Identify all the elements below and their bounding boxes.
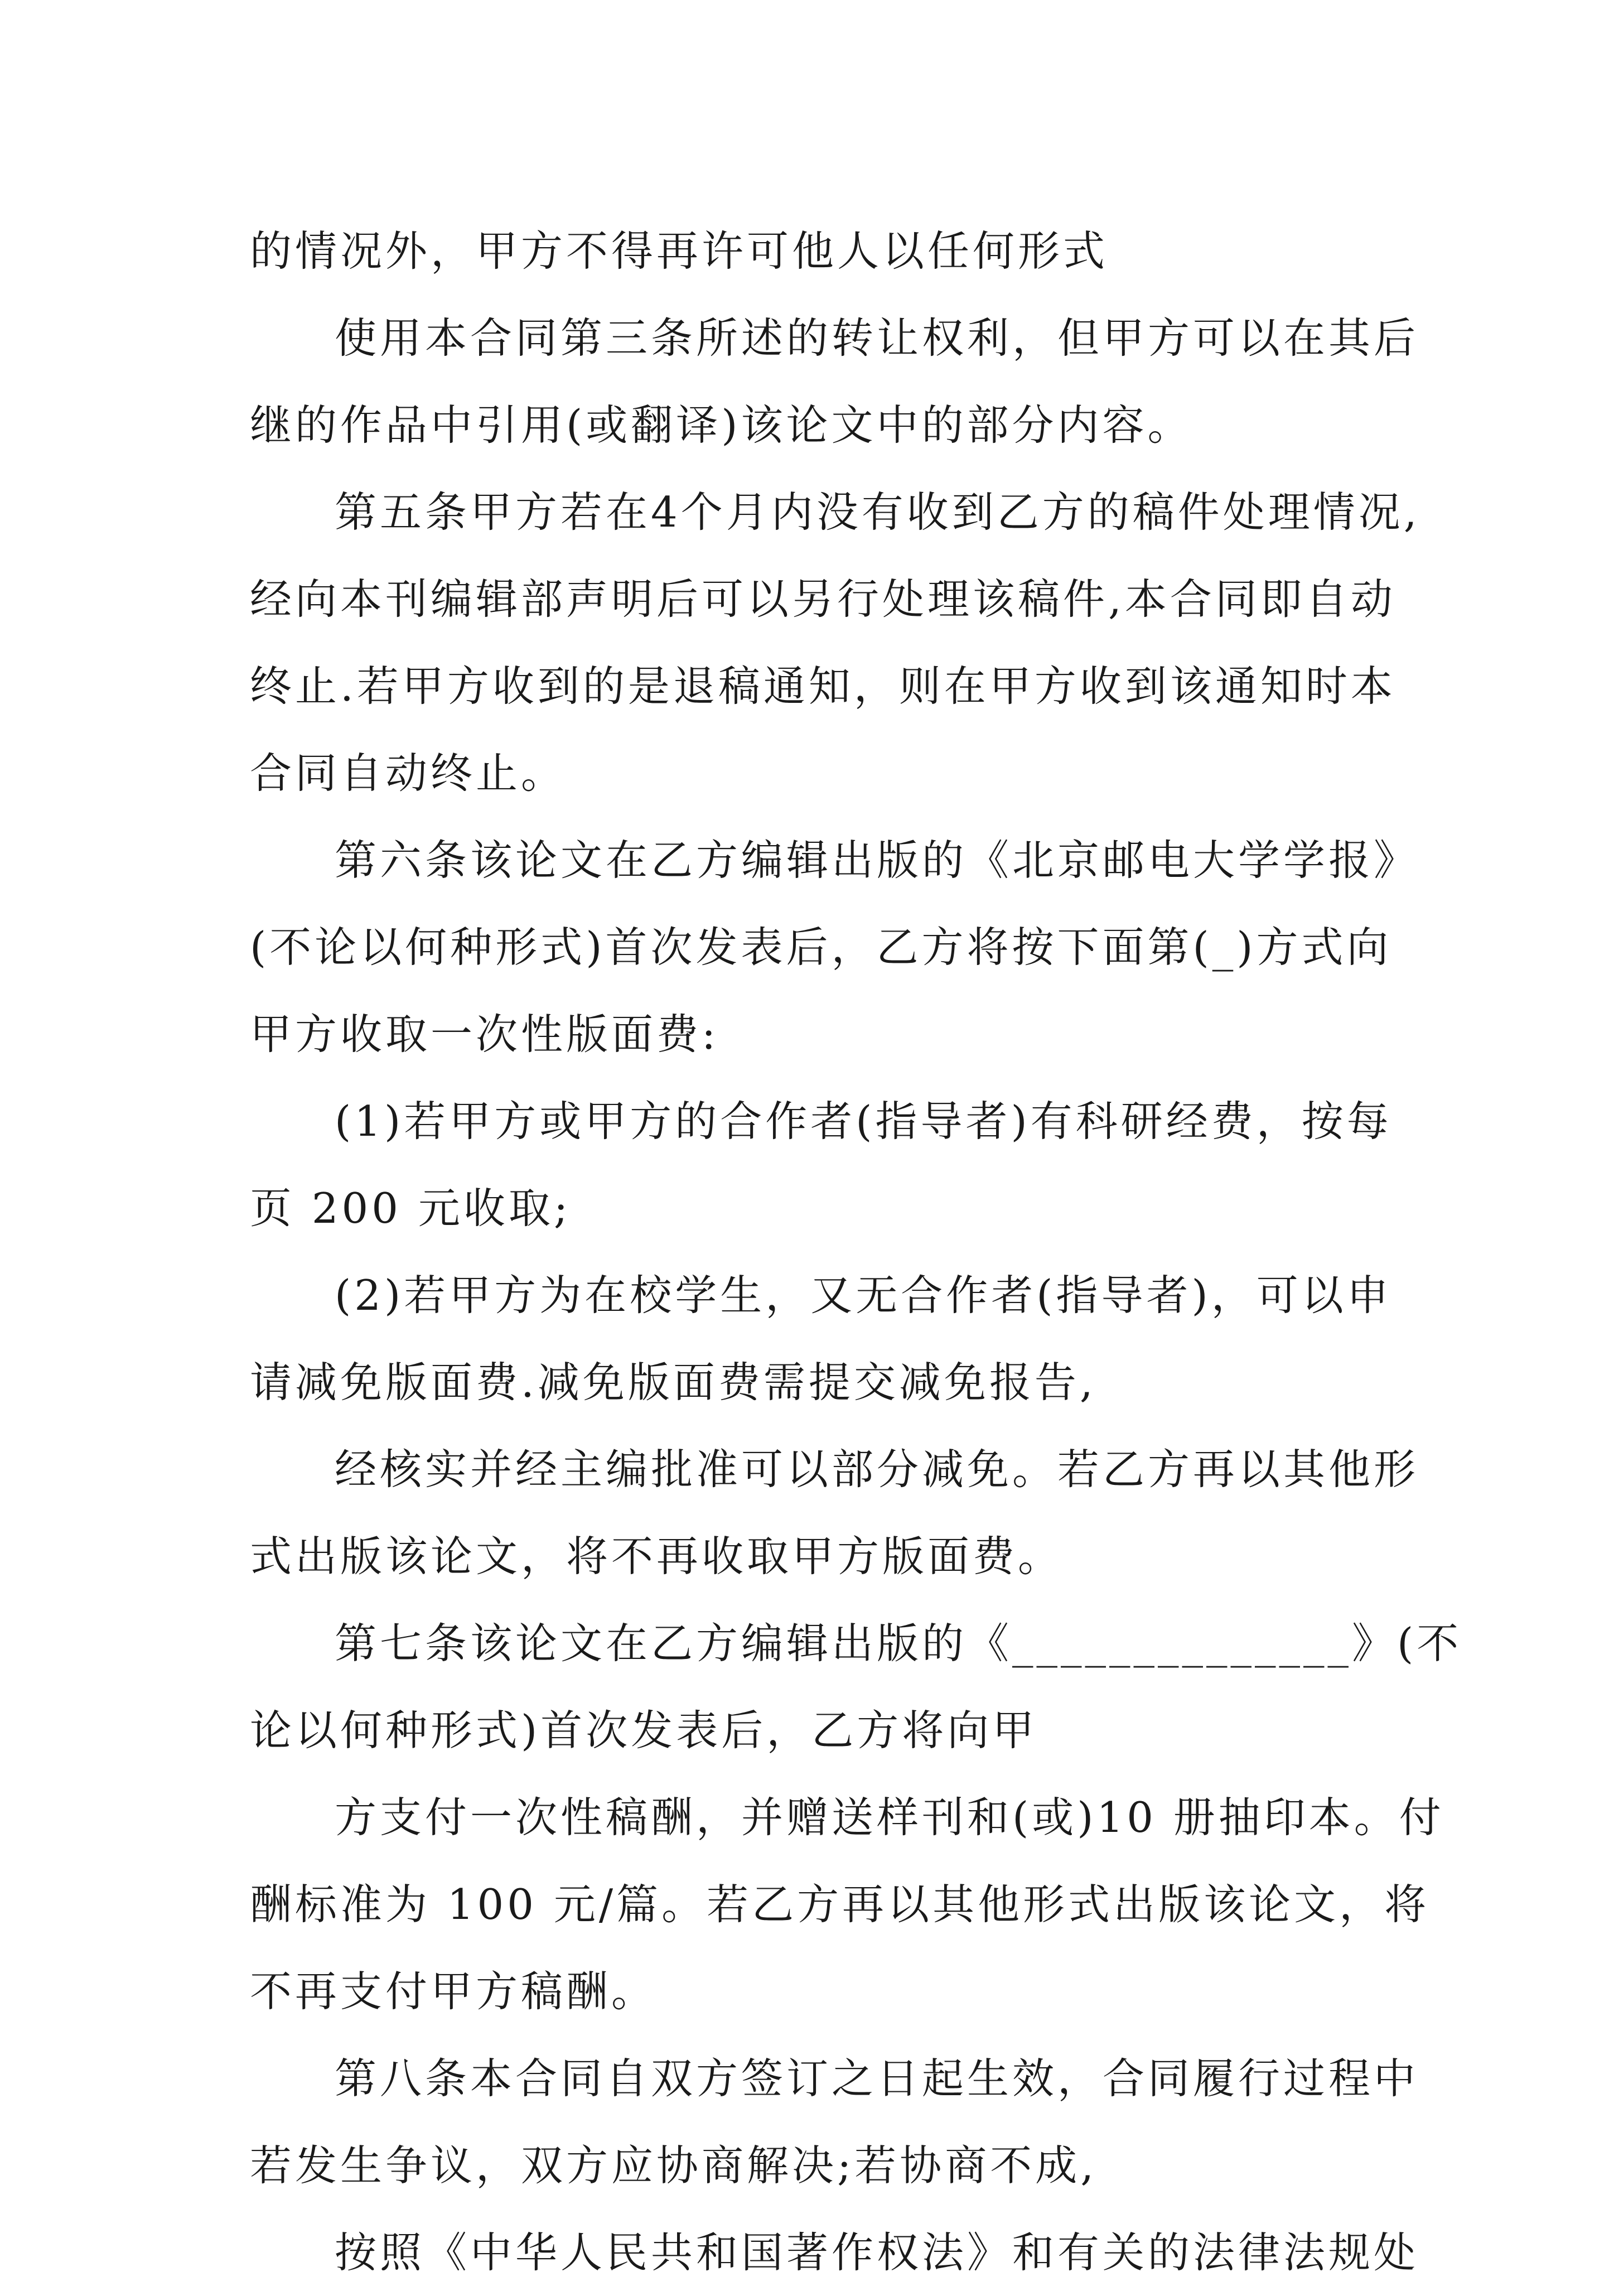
text-line-21: 不再支付甲方稿酬。 xyxy=(250,1967,657,2016)
text-line-24: 按照《中华人民共和国著作权法》和有关的法律法规处 xyxy=(335,2228,1419,2277)
text-line-4: 第五条甲方若在4个月内没有收到乙方的稿件处理情况, xyxy=(335,488,1420,537)
text-line-13: (2)若甲方为在校学生，又无合作者(指导者)，可以申 xyxy=(335,1271,1392,1320)
text-line-22: 第八条本合同自双方签订之日起生效，合同履行过程中 xyxy=(335,2054,1419,2103)
text-line-11: (1)若甲方或甲方的合作者(指导者)有科研经费，按每 xyxy=(335,1097,1392,1146)
text-line-8: 第六条该论文在乙方编辑出版的《北京邮电大学学报》 xyxy=(335,836,1419,885)
text-line-7: 合同自动终止。 xyxy=(250,749,567,798)
text-line-16: 式出版该论文，将不再收取甲方版面费。 xyxy=(250,1532,1064,1581)
text-line-20: 酬标准为 100 元/篇。若乙方再以其他形式出版该论文，将 xyxy=(250,1880,1430,1929)
text-line-1: 的情况外，甲方不得再许可他人以任何形式 xyxy=(250,226,1109,276)
contract-text xyxy=(250,208,1462,2296)
text-line-14: 请减免版面费.减免版面费需提交减免报告, xyxy=(250,1358,1096,1407)
text-line-15: 经核实并经主编批准可以部分减免。若乙方再以其他形 xyxy=(335,1445,1419,1494)
text-line-19: 方支付一次性稿酬，并赠送样刊和(或)10 册抽印本。付 xyxy=(335,1793,1444,1842)
text-line-5: 经向本刊编辑部声明后可以另行处理该稿件,本合同即自动 xyxy=(250,575,1396,624)
text-line-23: 若发生争议，双方应协商解决;若协商不成, xyxy=(250,2141,1098,2190)
text-line-9: (不论以何种形式)首次发表后，乙方将按下面第(_)方式向 xyxy=(250,923,1392,972)
text-line-3: 继的作品中引用(或翻译)该论文中的部分内容。 xyxy=(250,401,1193,450)
text-line-17: 第七条该论文在乙方编辑出版的《______________》(不 xyxy=(335,1619,1462,1668)
text-line-10: 甲方收取一次性版面费: xyxy=(250,1010,719,1059)
text-line-2: 使用本合同第三条所述的转让权利，但甲方可以在其后 xyxy=(335,313,1419,363)
text-line-6: 终止.若甲方收到的是退稿通知，则在甲方收到该通知时本 xyxy=(250,662,1396,711)
text-line-12: 页 200 元收取; xyxy=(250,1184,572,1233)
text-line-18: 论以何种形式)首次发表后，乙方将向甲 xyxy=(250,1706,1038,1755)
